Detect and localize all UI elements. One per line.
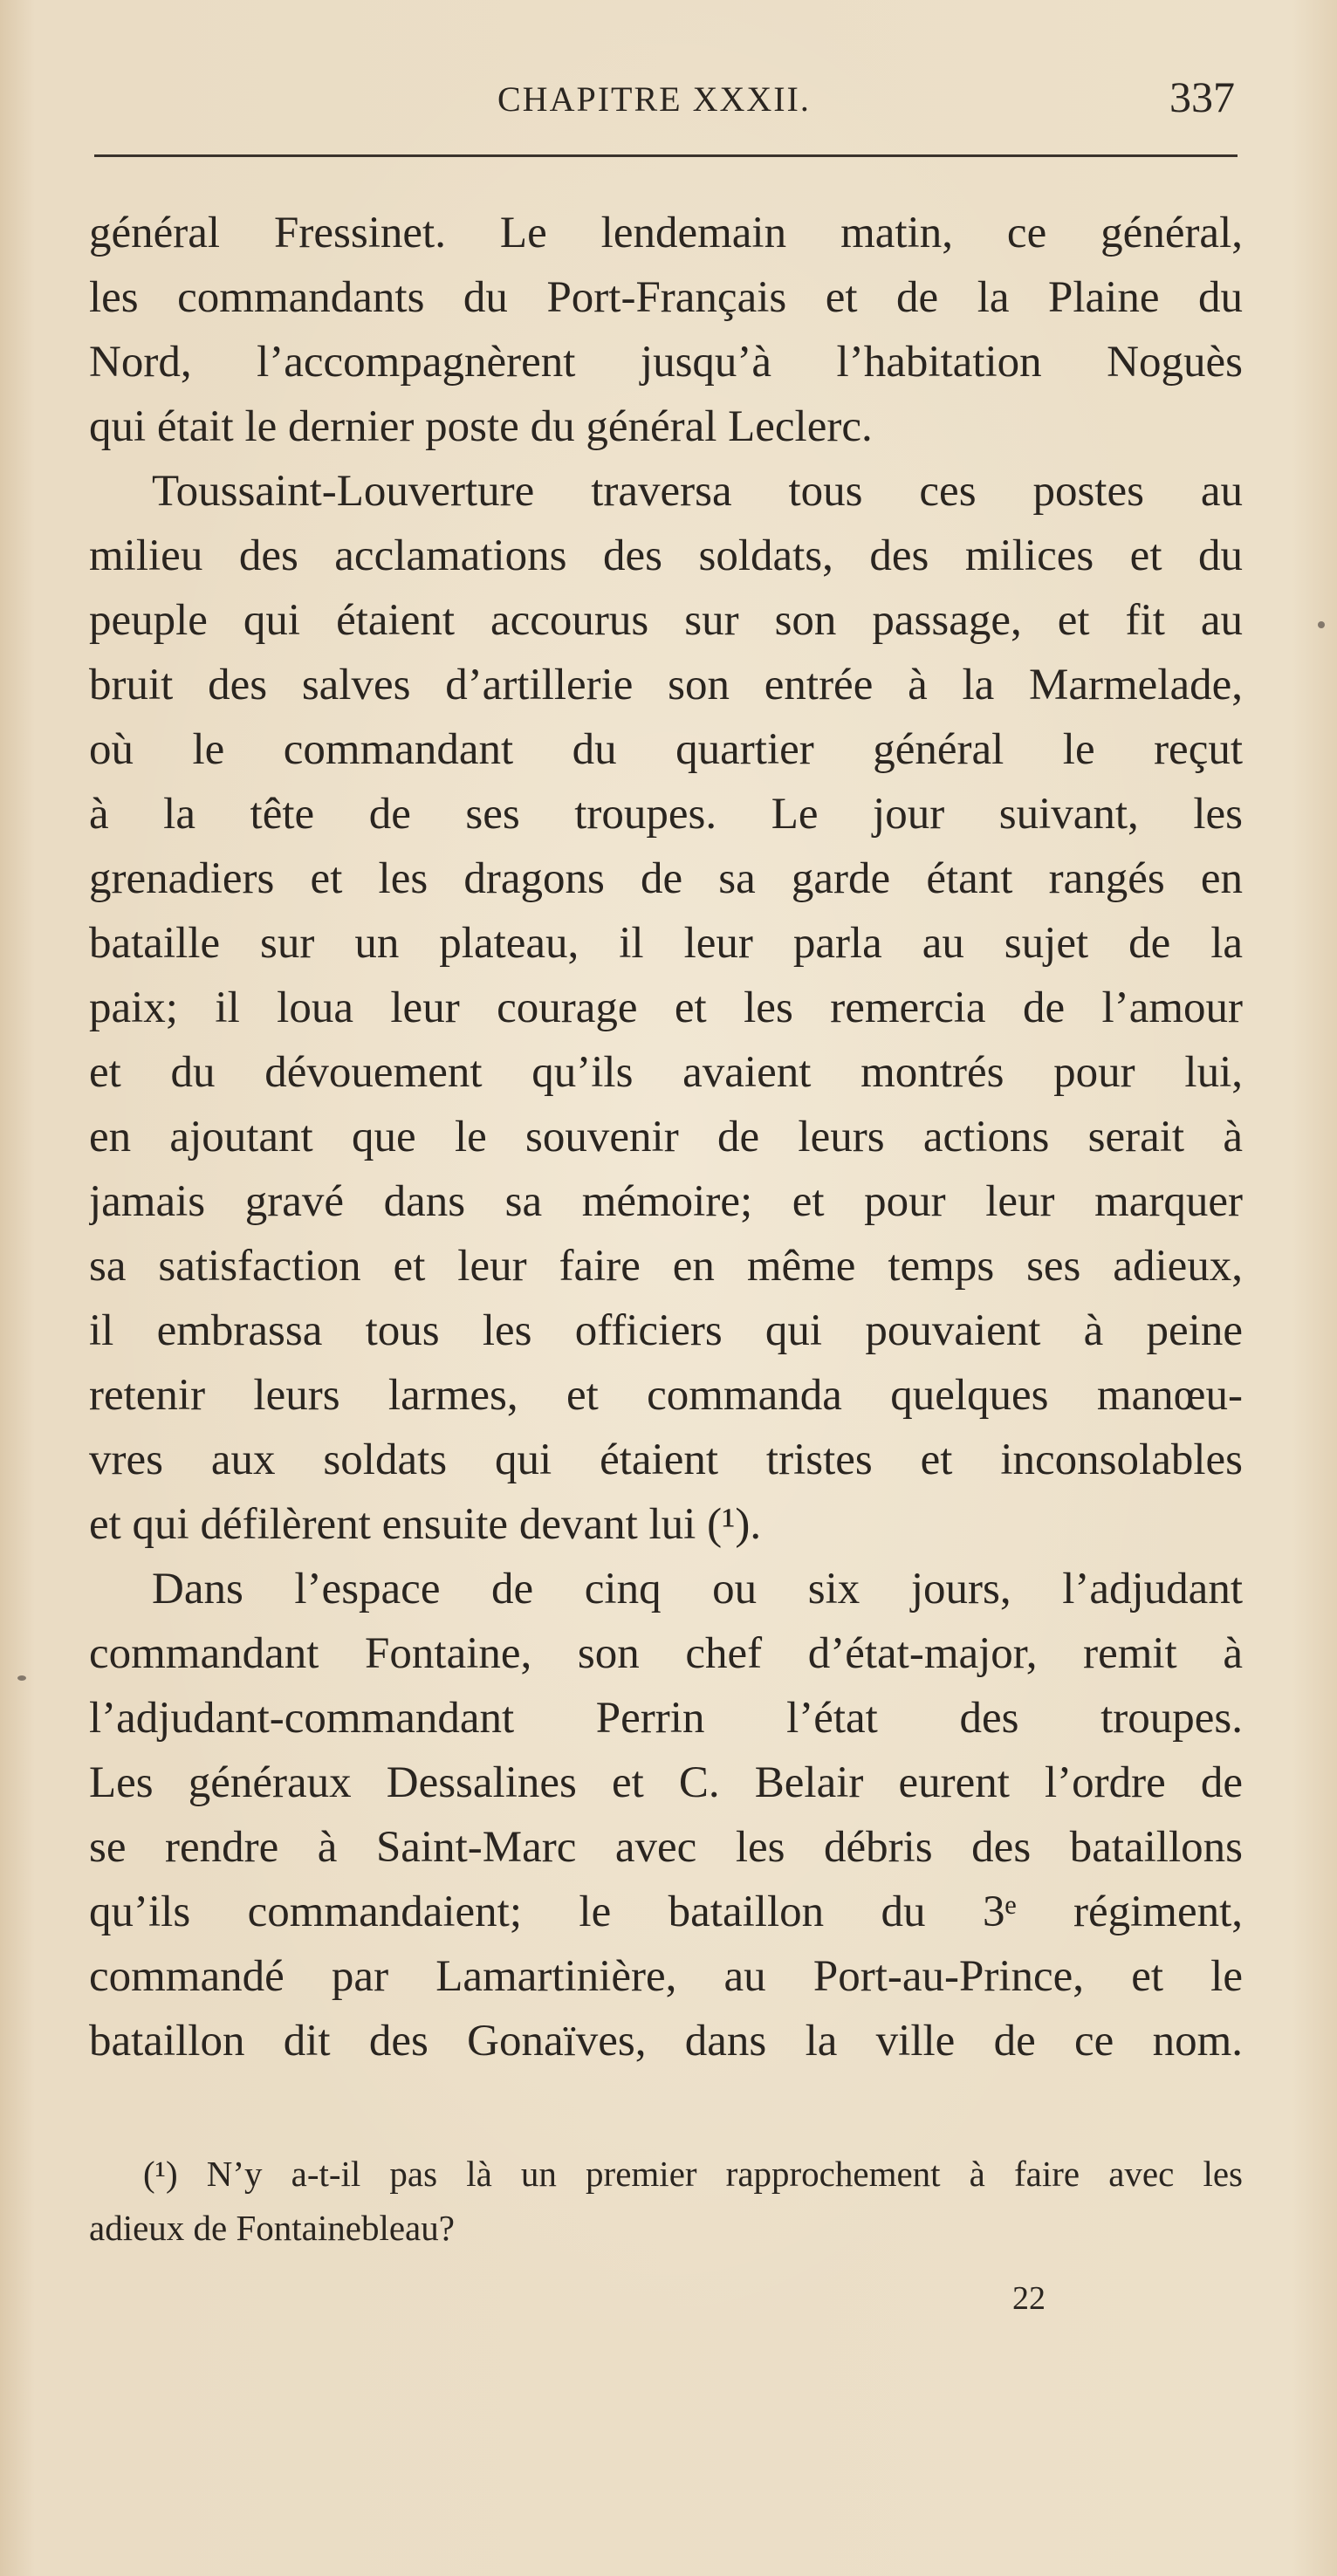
footnote-line: adieux de Fontainebleau? (89, 2208, 455, 2248)
text-line: bataillon dit des Gonaïves, dans la ville de ce nom. (89, 2017, 1243, 2066)
text-line: il embrassa tous les officiers qui pouvaient à peine (89, 1306, 1243, 1355)
page-number: 337 (1169, 72, 1235, 121)
running-head (96, 68, 1235, 129)
text-line: bataille sur un plateau, il leur parla au sujet de la (89, 919, 1243, 968)
text-line: qu’ils commandaient; le bataillon du 3ᵉ régiment, (89, 1887, 1243, 1936)
text-line: vres aux soldats qui étaient tristes et inconsolables (89, 1435, 1243, 1484)
paragraph-start-line: Dans l’espace de cinq ou six jours, l’adjudant (152, 1565, 1243, 1613)
chapter-title: CHAPITRE XXXII. (497, 79, 811, 119)
text-line: grenadiers et les dragons de sa garde étant rangés en (89, 854, 1243, 903)
text-line: Les généraux Dessalines et C. Belair eurent l’ordre de (89, 1758, 1243, 1807)
footnote-line: (¹) N’y a-t-il pas là un premier rapprochement à faire avec les (143, 2154, 1243, 2194)
paragraph-start-line: Toussaint-Louverture traversa tous ces postes au (152, 467, 1243, 516)
text-line: où le commandant du quartier général le reçut (89, 725, 1243, 774)
text-line: sa satisfaction et leur faire en même temps ses adieux, (89, 1242, 1243, 1291)
body-text (89, 201, 1243, 2073)
text-line: les commandants du Port-Français et de la Plaine du (89, 273, 1243, 322)
text-line: milieu des acclamations des soldats, des milices et du (89, 531, 1243, 580)
text-line: commandant Fontaine, son chef d’état-major, remit à (89, 1629, 1243, 1678)
paper-speck (17, 1675, 26, 1681)
text-line: se rendre à Saint-Marc avec les débris des bataillons (89, 1823, 1243, 1872)
text-line: en ajoutant que le souvenir de leurs actions serait à (89, 1113, 1243, 1161)
text-line: général Fressinet. Le lendemain matin, ce général, (89, 209, 1243, 257)
text-line: retenir leurs larmes, et commanda quelques manœu- (89, 1371, 1243, 1420)
text-line: paix; il loua leur courage et les remercia de l’amour (89, 983, 1243, 1032)
text-line: et du dévouement qu’ils avaient montrés pour lui, (89, 1048, 1243, 1097)
signature-mark: 22 (1012, 2280, 1046, 2317)
header-rule (94, 154, 1238, 157)
text-line: commandé par Lamartinière, au Port-au-Prince, et le (89, 1952, 1243, 2001)
text-line: Nord, l’accompagnèrent jusqu’à l’habitation Noguès (89, 338, 1243, 387)
text-line: l’adjudant-commandant Perrin l’état des troupes. (89, 1694, 1243, 1743)
text-line: qui était le dernier poste du général Leclerc. (89, 402, 873, 451)
text-line: bruit des salves d’artillerie son entrée à la Marmelade, (89, 661, 1243, 709)
paper-speck (1318, 621, 1325, 628)
text-line: et qui défilèrent ensuite devant lui (¹). (89, 1500, 762, 1549)
text-line: jamais gravé dans sa mémoire; et pour leur marquer (89, 1177, 1243, 1226)
text-line: peuple qui étaient accourus sur son passage, et fit au (89, 596, 1243, 645)
footnote (89, 2147, 1243, 2255)
text-line: à la tête de ses troupes. Le jour suivant, les (89, 790, 1243, 839)
